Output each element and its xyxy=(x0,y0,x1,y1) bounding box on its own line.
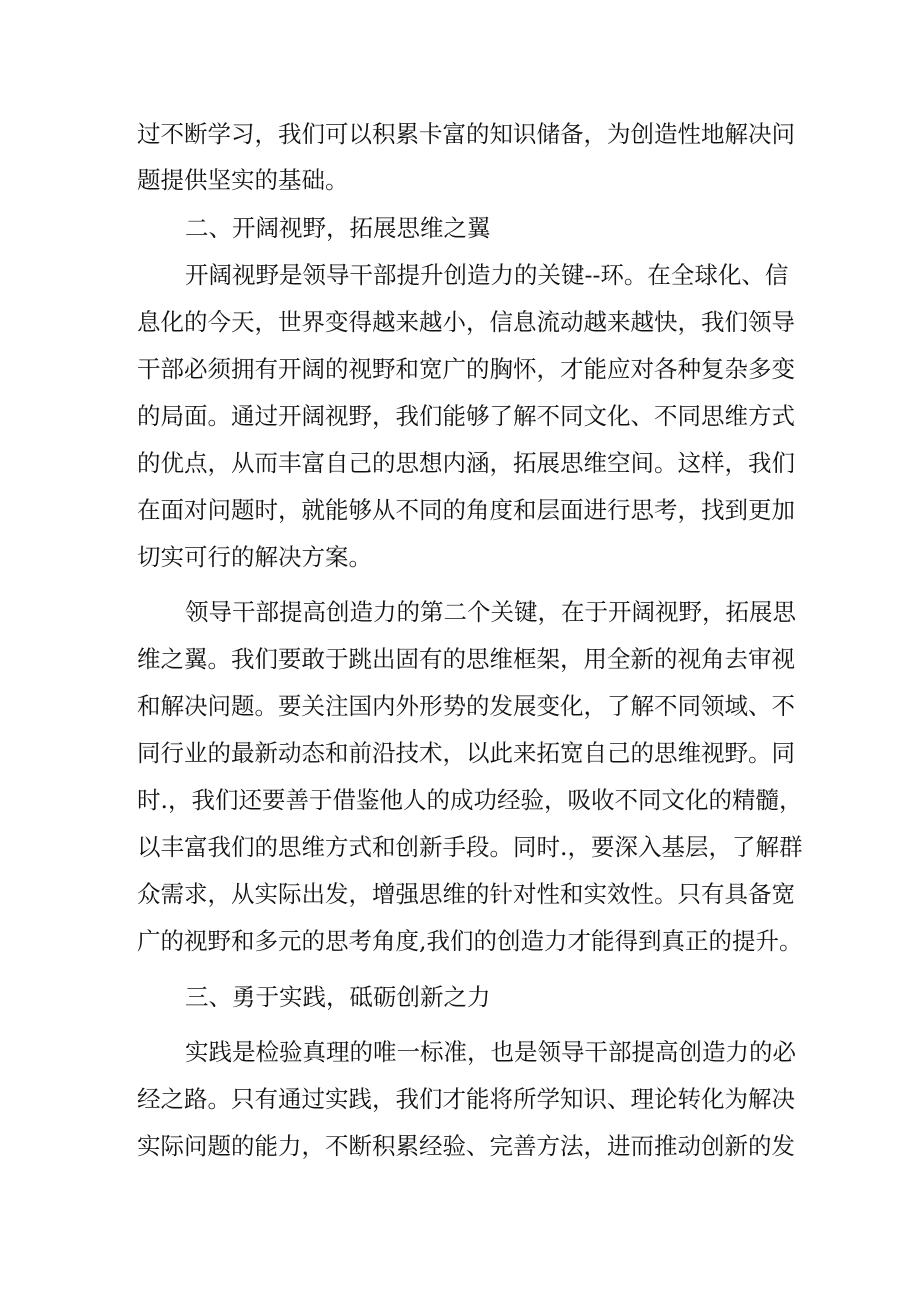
paragraph-line: 众需求，从实际出发，增强思维的针对性和实效性。只有具备宽 xyxy=(137,880,795,908)
paragraph-line: 领导干部提高创造力的第二个关键，在于开阔视野，拓展思 xyxy=(185,598,796,626)
section-heading: 三、勇于实践，砥砺创新之力 xyxy=(185,983,491,1011)
paragraph-line: 实际问题的能力，不断积累经验、完善方法，进而推动创新的发 xyxy=(137,1132,795,1160)
paragraph-line: 息化的今天，世界变得越来越小，信息流动越来越快，我们领导 xyxy=(137,308,795,336)
paragraph-line: 实践是检验真理的唯一标准，也是领导干部提高创造力的必 xyxy=(185,1038,796,1066)
paragraph-line: 的局面。通过开阔视野，我们能够了解不同文化、不同思维方式 xyxy=(137,402,795,430)
section-heading: 二、开阔视野，拓展思维之翼 xyxy=(185,214,491,242)
paragraph-line: 在面对问题时，就能够从不同的角度和层面进行思考，找到更加 xyxy=(137,496,795,524)
paragraph-line: 和解决问题。要关注国内外形势的发展变化，了解不同领域、不 xyxy=(137,692,795,720)
paragraph-line: 过不断学习，我们可以积累卡富的知识储备，为创造性地解决问 xyxy=(137,120,795,148)
paragraph-line: 维之翼。我们要敢于跳出固有的思维框架，用全新的视角去审视 xyxy=(137,645,795,673)
paragraph-line: 以丰富我们的思维方式和创新手段。同时.，要深入基层，了解群 xyxy=(137,833,803,861)
paragraph-line: 同行业的最新动态和前沿技术，以此来拓宽自己的思维视野。同 xyxy=(137,739,795,767)
paragraph-line: 广的视野和多元的思考角度,我们的创造力才能得到真正的提升。 xyxy=(137,927,803,955)
paragraph-line: 切实可行的解决方案。 xyxy=(137,543,372,571)
paragraph-line: 干部必须拥有开阔的视野和宽广的胸怀，才能应对各种复杂多变 xyxy=(137,355,795,383)
paragraph-line: 的优点，从而丰富自己的思想内涵，拓展思维空间。这样，我们 xyxy=(137,449,795,477)
paragraph-line: 题提供坚实的基础。 xyxy=(137,166,349,194)
paragraph-line: 开阔视野是领导干部提升创造力的关键--环。在全球化、信 xyxy=(185,261,789,289)
paragraph-line: 时.，我们还要善于借鉴他人的成功经验，吸收不同文化的精髓， xyxy=(137,786,803,814)
paragraph-line: 经之路。只有通过实践，我们才能将所学知识、理论转化为解决 xyxy=(137,1085,795,1113)
